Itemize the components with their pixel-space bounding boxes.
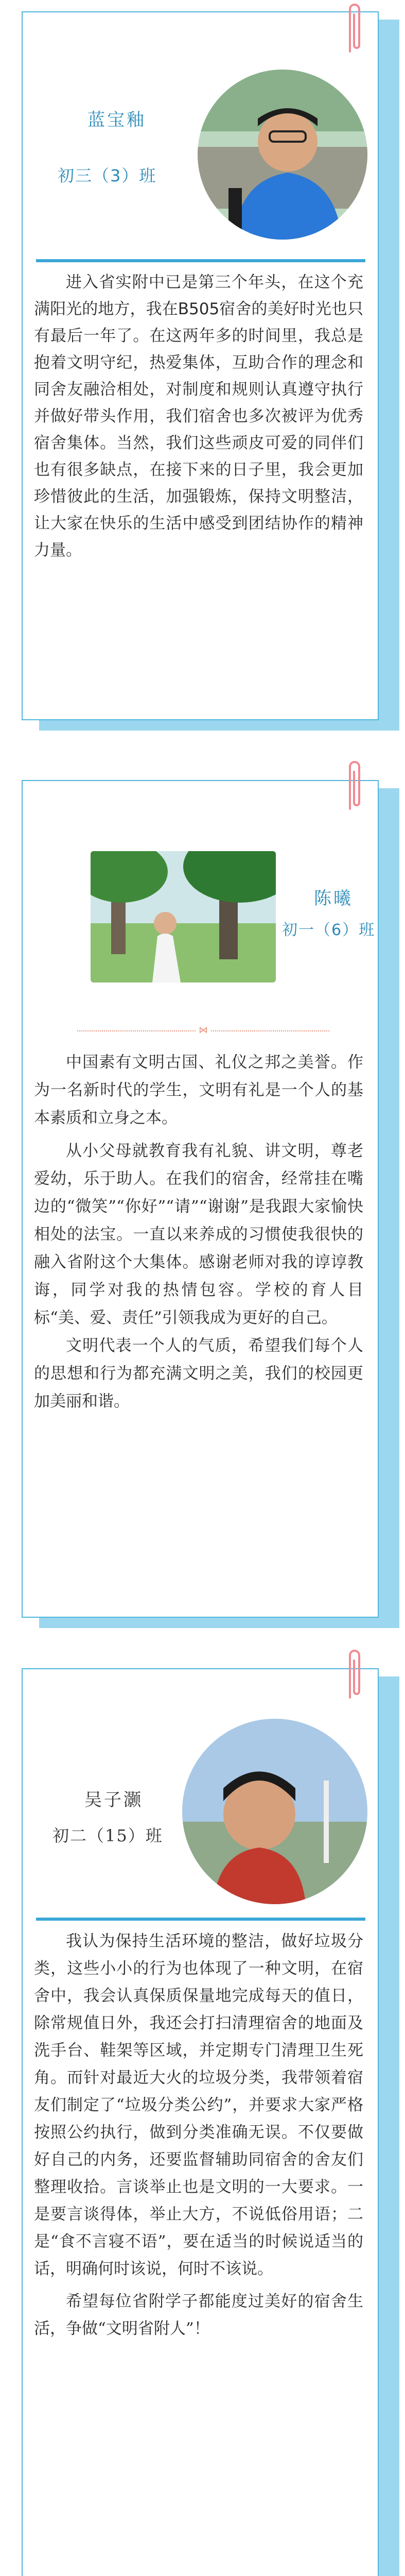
student-name: 陈曦 xyxy=(314,888,353,909)
divider-line xyxy=(36,1918,365,1921)
paragraph: 从小父母就教育我有礼貌、讲文明，尊老爱幼，乐于助人。在我们的宿舍，经常挂在嘴边的“微笑”“你好”“请”“谢谢”是我跟大家愉快相处的法宝。一直以来养成的习惯使我很快的融入省附这个大集体。感谢老师对我的谆谆教诲，同学对我的热情包容。学校的育人目标“美、爱、责任”引领我成为更好的自己。 xyxy=(34,1142,363,1327)
paperclip-icon xyxy=(343,1646,366,1703)
divider-line xyxy=(36,259,365,262)
paragraph: 中国素有文明古国、礼仪之邦之美誉。作为一名新时代的学生，文明有礼是一个人的基本素质和立身之本。 xyxy=(34,1053,363,1127)
profile-text xyxy=(34,1048,363,1595)
student-name: 吴子灏 xyxy=(84,1790,143,1810)
profile-text xyxy=(34,269,363,681)
student-class: 初二（15）班 xyxy=(52,1826,163,1845)
paragraph: 我认为保持生活环境的整洁，做好垃圾分类，这些小小的行为也体现了一种文明，在宿舍中，我会认真保质保量地完成每天的值日，除常规值日外，我还会打扫清理宿舍的地面及洗手台、鞋架等区域，并定期专门清理卫生死角。而针对最近大火的垃圾分类，我带领着宿友们制定了“垃圾分类公约”，并要求大家严格按照公约执行，做到分类准确无误。不仅要做好自己的内务，还要监督辅助同宿舍的舍友们整理收拾。言谈举止也是文明的一大要求。一是要言谈得体，举止大方，不说低俗用语；二是“食不言寝不语”，要在适当的时候说适当的话，明确何时该说，何时不该说。 xyxy=(34,1932,363,2278)
student-name: 蓝宝釉 xyxy=(87,110,146,130)
student-class: 初一（6）班 xyxy=(282,921,376,939)
paragraph: 希望每位省附学子都能度过美好的宿舍生活，争做“文明省附人”！ xyxy=(34,2292,363,2338)
student-photo xyxy=(182,1719,367,1904)
student-photo xyxy=(198,70,367,240)
bow-icon: ⋈ xyxy=(197,1025,210,1036)
paperclip-icon xyxy=(343,0,366,57)
student-photo xyxy=(91,851,276,982)
student-class: 初三（3）班 xyxy=(58,166,157,185)
paragraph: 文明代表一个人的气质，希望我们每个人的思想和行为都充满文明之美，我们的校园更加美丽和谐。 xyxy=(34,1336,363,1411)
paragraph: 进入省实附中已是第三个年头，在这个充满阳光的地方，我在B505宿舍的美好时光也只有最后一年了。在这两年多的时间里，我总是抱着文明守纪，热爱集体，互助合作的理念和同舍友融洽相处，对制度和规则认真遵守执行并做好带头作用，我们宿舍也多次被评为优秀宿舍集体。当然，我们这些顽皮可爱的同伴们也有很多缺点，在接下来的日子里，我会更加珍惜彼此的生活，加强锻炼，保持文明整洁，让大家在快乐的生活中感受到团结协作的精神力量。 xyxy=(34,273,363,560)
profile-text xyxy=(34,1928,363,2576)
paperclip-icon xyxy=(343,757,366,814)
